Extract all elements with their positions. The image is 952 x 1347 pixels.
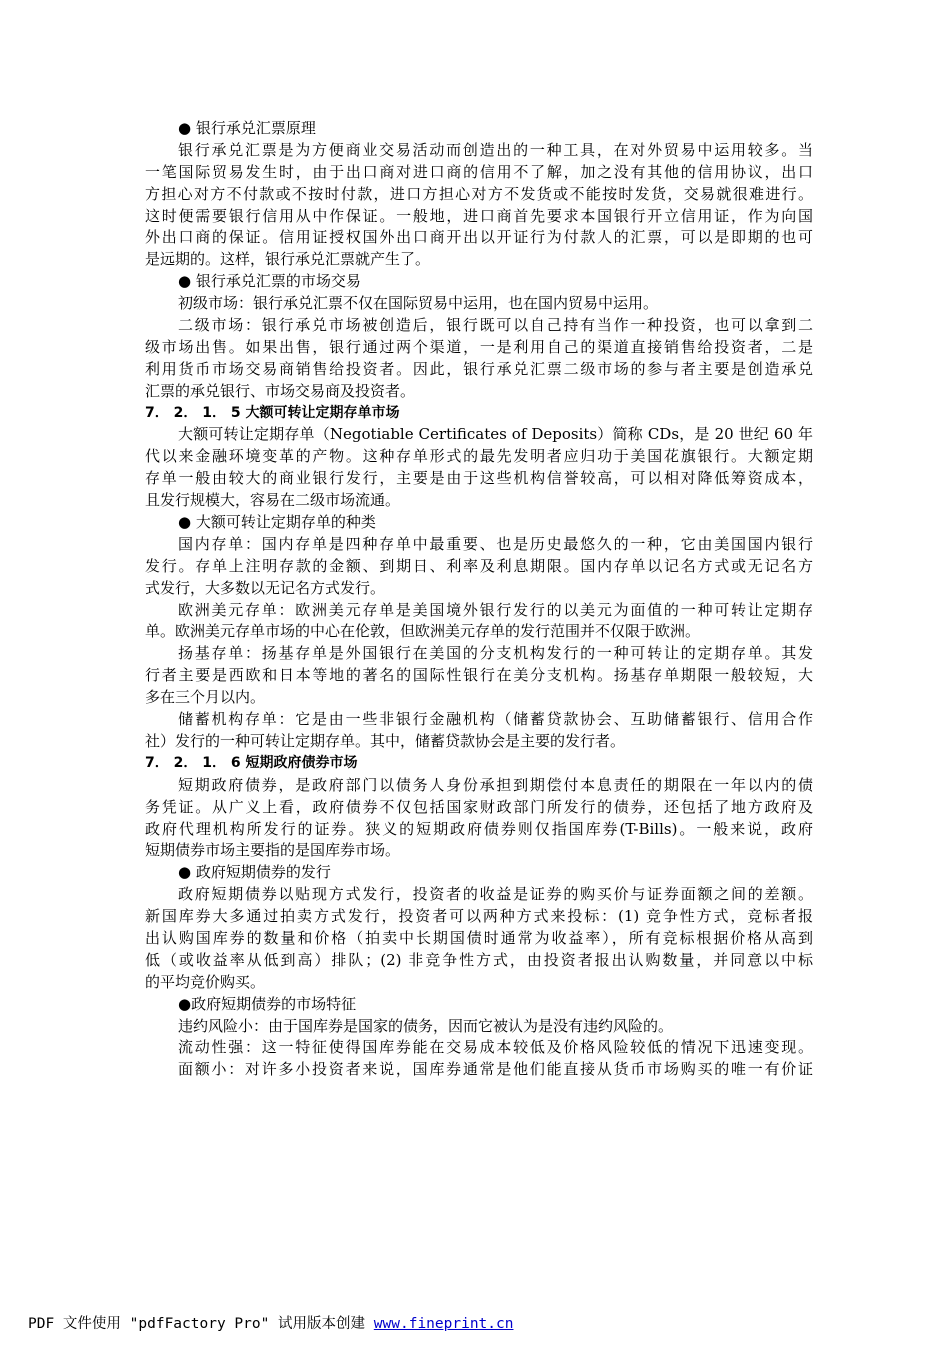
text-line: 式发行，大多数以无记名方式发行。 <box>145 578 386 597</box>
text-line: 多在三个月以内。 <box>145 688 266 707</box>
text-line: 扬基存单：扬基存单是外国银行在美国的分支机构发行的一种可转让的定期存单。其发 <box>178 644 813 663</box>
bullet-item: ● 大额可转让定期存单的种类 <box>178 513 376 532</box>
text-line: 二级市场：银行承兑市场被创造后，银行既可以自己持有当作一种投资，也可以拿到二 <box>178 316 813 335</box>
section-heading: 7． 2． 1． 5 大额可转让定期存单市场 <box>145 404 400 421</box>
text-line: 级市场出售。如果出售，银行通过两个渠道，一是利用自己的渠道直接销售给投资者，二是 <box>145 337 813 356</box>
text-line: 方担心对方不付款或不按时付款，进口方担心对方不发货或不能按时发货，交易就很难进行。 <box>145 184 813 203</box>
text-line: 社）发行的一种可转让定期存单。其中，储蓄贷款协会是主要的发行者。 <box>145 731 626 750</box>
text-line: 国内存单：国内存单是四种存单中最重要、也是历史最悠久的一种，它由美国国内银行 <box>178 534 813 553</box>
text-line: 政府短期债券以贴现方式发行，投资者的收益是证券的购买价与证券面额之间的差额。 <box>178 885 813 904</box>
text-line: 违约风险小：由于国库券是国家的债务，因而它被认为是没有违约风险的。 <box>178 1016 674 1035</box>
text-line: 一笔国际贸易发生时，由于出口商对进口商的信用不了解，加之没有其他的信用协议，出口 <box>145 162 813 181</box>
pdf-footer <box>28 1312 513 1333</box>
text-line: 存单一般由较大的商业银行发行，主要是由于这些机构信誉较高，可以相对降低筹资成本， <box>145 469 813 488</box>
text-line: 储蓄机构存单：它是由一些非银行金融机构（储蓄贷款协会、互助储蓄银行、信用合作 <box>178 710 813 729</box>
text-line: 大额可转让定期存单（Negotiable Certificates of Deposits）简称 CDs，是 20 世纪 60 年 <box>178 425 813 444</box>
text-line: 发行。存单上注明存款的金额、到期日、利率及利息期限。国内存单以记名方式或无记名方 <box>145 556 813 575</box>
text-line: 面额小：对许多小投资者来说，国库券通常是他们能直接从货币市场购买的唯一有价证 <box>178 1060 813 1079</box>
text-line: 新国库券大多通过拍卖方式发行，投资者可以两种方式来投标：(1) 竞争性方式，竞标者报 <box>145 907 813 926</box>
document-body <box>145 118 813 1081</box>
text-line: 初级市场：银行承兑汇票不仅在国际贸易中运用，也在国内贸易中运用。 <box>178 294 659 313</box>
text-line: 利用货币市场交易商销售给投资者。因此，银行承兑汇票二级市场的参与者主要是创造承兑 <box>145 359 813 378</box>
text-line: 出认购国库券的数量和价格（拍卖中长期国债时通常为收益率），所有竞标根据价格从高到 <box>145 928 813 947</box>
text-line: 政府代理机构所发行的证券。狭义的短期政府债券则仅指国库券(T-Bills)。一般来说，政府 <box>145 819 813 838</box>
text-line: 欧洲美元存单：欧洲美元存单是美国境外银行发行的以美元为面值的一种可转让定期存 <box>178 600 813 619</box>
text-line: 是远期的。这样，银行承兑汇票就产生了。 <box>145 250 431 269</box>
text-line: 外出口商的保证。信用证授权国外出口商开出以开证行为付款人的汇票，可以是即期的也可 <box>145 228 813 247</box>
text-line: 汇票的承兑银行、市场交易商及投资者。 <box>145 381 416 400</box>
text-line: 且发行规模大，容易在二级市场流通。 <box>145 491 401 510</box>
text-line: 行者主要是西欧和日本等地的著名的国际性银行在美分支机构。扬基存单期限一般较短，大 <box>145 666 813 685</box>
footer-text: PDF 文件使用 "pdfFactory Pro" 试用版本创建 <box>28 1316 374 1332</box>
footer-link[interactable]: www.fineprint.cn <box>373 1316 514 1332</box>
bullet-item: ● 银行承兑汇票原理 <box>178 119 316 137</box>
bullet-item: ●政府短期债券的市场特征 <box>178 994 357 1013</box>
text-line: 的平均竞价购买。 <box>145 972 266 991</box>
text-line: 流动性强：这一特征使得国库券能在交易成本较低及价格风险较低的情况下迅速变现。 <box>178 1038 813 1057</box>
text-line: 单。欧洲美元存单市场的中心在伦敦，但欧洲美元存单的发行范围并不仅限于欧洲。 <box>145 622 701 641</box>
text-line: 低（或收益率从低到高）排队；(2) 非竞争性方式，由投资者报出认购数量，并同意以中标 <box>145 950 813 969</box>
text-line: 这时便需要银行信用从中作保证。一般地，进口商首先要求本国银行开立信用证，作为向国 <box>145 206 813 225</box>
text-line: 代以来金融环境变革的产物。这种存单形式的最先发明者应归功于美国花旗银行。大额定期 <box>145 447 813 466</box>
text-line: 务凭证。从广义上看，政府债券不仅包括国家财政部门所发行的债券，还包括了地方政府及 <box>145 797 813 816</box>
text-line: 银行承兑汇票是为方便商业交易活动而创造出的一种工具，在对外贸易中运用较多。当 <box>178 140 813 159</box>
text-line: 短期债券市场主要指的是国库券市场。 <box>145 841 401 860</box>
text-line: 短期政府债券，是政府部门以债务人身份承担到期偿付本息责任的期限在一年以内的债 <box>178 775 813 794</box>
bullet-item: ● 政府短期债券的发行 <box>178 863 331 882</box>
bullet-item: ● 银行承兑汇票的市场交易 <box>178 272 361 291</box>
section-heading: 7． 2． 1． 6 短期政府债券市场 <box>145 754 358 771</box>
